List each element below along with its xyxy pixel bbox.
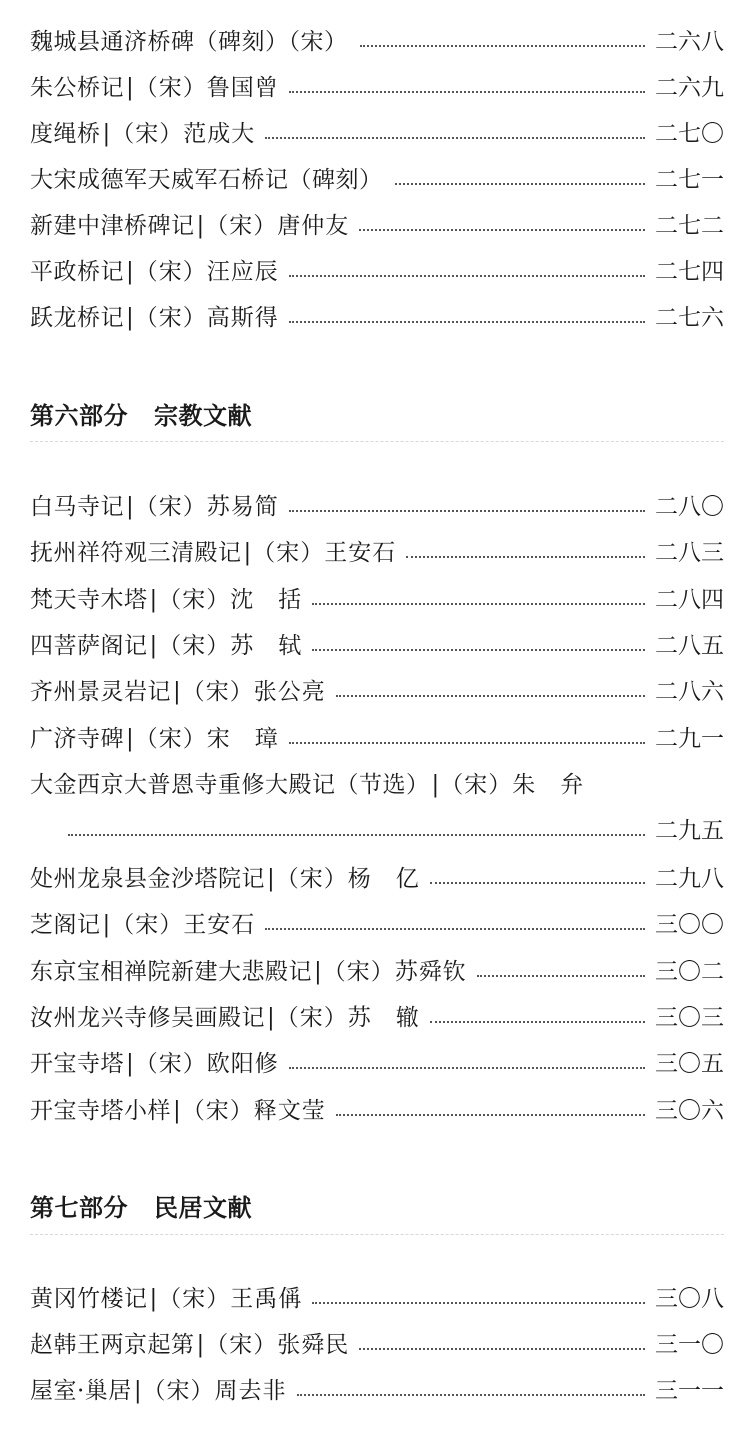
leader-dots (336, 693, 645, 697)
toc-entry[interactable] (30, 157, 724, 203)
leader-dots (289, 1065, 645, 1069)
toc-entry[interactable] (30, 249, 724, 295)
entry-title: 朱公桥记 (30, 75, 124, 101)
entry-author: |（宋）王安石 (102, 912, 256, 939)
entry-page-number: 二六九 (655, 75, 724, 101)
entry-page-number: 二八三 (655, 540, 724, 567)
leader-dots (312, 1300, 645, 1304)
entry-title: 开宝寺塔小样 (30, 1097, 171, 1124)
entry-page-number: 二七四 (655, 259, 724, 285)
toc-entry[interactable] (30, 1041, 724, 1087)
entry-title: 抚州祥符观三清殿记 (30, 540, 242, 567)
entry-page-number: 二八五 (655, 632, 724, 659)
toc-entry[interactable] (30, 1368, 724, 1414)
entry-author: |（宋）朱 弁 (431, 772, 585, 798)
entry-author: |（宋）苏 辙 (267, 1004, 420, 1031)
toc-entry[interactable] (30, 577, 724, 623)
entry-author: |（宋）王禹偁 (149, 1286, 303, 1312)
leader-dots (395, 181, 646, 185)
entry-page-number: 二七〇 (655, 121, 724, 147)
section6-title: 宗教文献 (154, 402, 252, 430)
entry-page-number: 二七六 (655, 305, 724, 331)
entry-page-number: 三一〇 (655, 1332, 724, 1358)
toc-entry[interactable] (30, 995, 724, 1041)
leader-dots (336, 1112, 645, 1116)
toc-entry[interactable] (30, 1276, 724, 1322)
leader-dots (359, 1346, 645, 1350)
entry-page-number: 二九八 (655, 866, 724, 892)
entry-title: 大宋成德军天威军石桥记（碑刻） (30, 167, 383, 193)
entry-author: |（宋）汪应辰 (126, 259, 279, 285)
entry-title: 跃龙桥记 (30, 305, 124, 331)
entry-author: |（宋）高斯得 (126, 305, 279, 331)
leader-dots (289, 89, 645, 93)
entry-page-number: 二七二 (655, 213, 724, 239)
section7-part-label: 第七部分 (30, 1194, 128, 1222)
leader-dots (359, 227, 645, 231)
entry-author: |（宋）苏舜钦 (314, 958, 467, 985)
entry-author: |（宋）欧阳修 (126, 1051, 279, 1078)
entry-page-number: 三〇三 (655, 1004, 724, 1031)
entry-author: |（宋）释文莹 (173, 1097, 326, 1124)
entry-author: |（宋）张舜民 (196, 1332, 350, 1358)
section7-divider (30, 1234, 724, 1235)
entry-author: |（宋）苏 轼 (149, 632, 303, 659)
entry-page-number: 三〇八 (655, 1286, 724, 1312)
entry-title: 黄冈竹楼记 (30, 1286, 148, 1312)
entry-page-number: 三〇〇 (655, 912, 724, 939)
toc-entry[interactable] (30, 856, 724, 902)
entry-page-number: 三〇二 (655, 958, 724, 985)
toc-entry[interactable] (30, 1088, 724, 1134)
entry-title: 白马寺记 (30, 494, 124, 520)
entry-author: |（宋）王安石 (243, 540, 397, 567)
toc-entry[interactable] (30, 902, 724, 948)
leader-dots (430, 1019, 645, 1023)
entry-title: 开宝寺塔 (30, 1051, 124, 1078)
entry-author: |（宋）苏易简 (126, 494, 279, 520)
toc-entry[interactable] (30, 949, 724, 995)
entry-title: 赵韩王两京起第 (30, 1332, 195, 1358)
leader-dots (289, 740, 645, 744)
section7-title: 民居文献 (154, 1194, 252, 1222)
section6-heading (30, 396, 252, 431)
section6-part-label: 第六部分 (30, 402, 128, 430)
toc-entry[interactable] (30, 203, 724, 249)
leader-dots (406, 554, 645, 558)
entry-title: 平政桥记 (30, 259, 124, 285)
toc-entry[interactable] (30, 19, 724, 65)
entry-page-number: 二六八 (655, 29, 724, 55)
leader-dots (289, 319, 645, 323)
entry-author: |（宋）唐仲友 (196, 213, 350, 239)
entry-author: |（宋）沈 括 (149, 586, 303, 613)
section6-divider (30, 441, 724, 442)
entry-author: |（宋）杨 亿 (267, 866, 420, 892)
entry-page-number: 二八六 (655, 679, 724, 706)
entry-title: 新建中津桥碑记 (30, 213, 195, 239)
entry-author: |（宋）宋 璋 (126, 725, 279, 752)
entry-page-number: 二九五 (655, 818, 724, 844)
toc-entry[interactable] (30, 716, 724, 762)
toc-entry[interactable] (30, 65, 724, 111)
leader-dots (312, 601, 645, 605)
entry-author: |（宋）周去非 (133, 1378, 287, 1404)
leader-dots (477, 973, 645, 977)
entry-title: 齐州景灵岩记 (30, 679, 171, 706)
leader-dots (68, 832, 645, 836)
leader-dots (289, 273, 645, 277)
toc-entry[interactable] (30, 111, 724, 157)
leader-dots (312, 647, 645, 651)
toc-entry[interactable] (30, 530, 724, 576)
entry-title: 四菩萨阁记 (30, 632, 148, 659)
toc-entry[interactable] (30, 484, 724, 530)
entry-page-number: 二七一 (655, 167, 724, 193)
entry-title: 广济寺碑 (30, 725, 124, 752)
entry-title: 梵天寺木塔 (30, 586, 148, 613)
leader-dots (289, 508, 645, 512)
entry-title: 芝阁记 (30, 912, 101, 939)
leader-dots (265, 135, 645, 139)
entry-title: 大金西京大普恩寺重修大殿记（节选） (30, 772, 430, 798)
entry-page-number: 二九一 (655, 725, 724, 752)
entry-page-number: 三一一 (655, 1378, 724, 1404)
entry-page-number: 三〇五 (655, 1051, 724, 1078)
entry-author: |（宋）鲁国曾 (126, 75, 279, 101)
leader-dots (297, 1392, 645, 1396)
section7-heading (30, 1188, 252, 1223)
entry-title: 东京宝相禅院新建大悲殿记 (30, 958, 312, 985)
entry-page-number: 三〇六 (655, 1097, 724, 1124)
entry-page-number: 二八四 (655, 586, 724, 613)
toc-entry-long[interactable] (30, 762, 724, 808)
toc-entry[interactable] (30, 623, 724, 669)
entry-title: 屋室·巢居 (30, 1378, 132, 1404)
entry-title: 处州龙泉县金沙塔院记 (30, 866, 265, 892)
toc-entry[interactable] (30, 1322, 724, 1368)
entry-title: 度绳桥 (30, 121, 101, 147)
entry-page-number: 二八〇 (655, 494, 724, 520)
leader-dots (265, 926, 645, 930)
leader-dots (360, 43, 646, 47)
entry-title: 魏城县通济桥碑（碑刻）（宋） (30, 29, 348, 55)
toc-entry[interactable] (30, 669, 724, 715)
leader-dots (430, 880, 645, 884)
toc-entry[interactable] (30, 295, 724, 341)
toc-entry-long-continuation (68, 808, 724, 854)
entry-author: |（宋）张公亮 (173, 679, 326, 706)
entry-title: 汝州龙兴寺修吴画殿记 (30, 1004, 265, 1031)
entry-author: |（宋）范成大 (102, 121, 256, 147)
